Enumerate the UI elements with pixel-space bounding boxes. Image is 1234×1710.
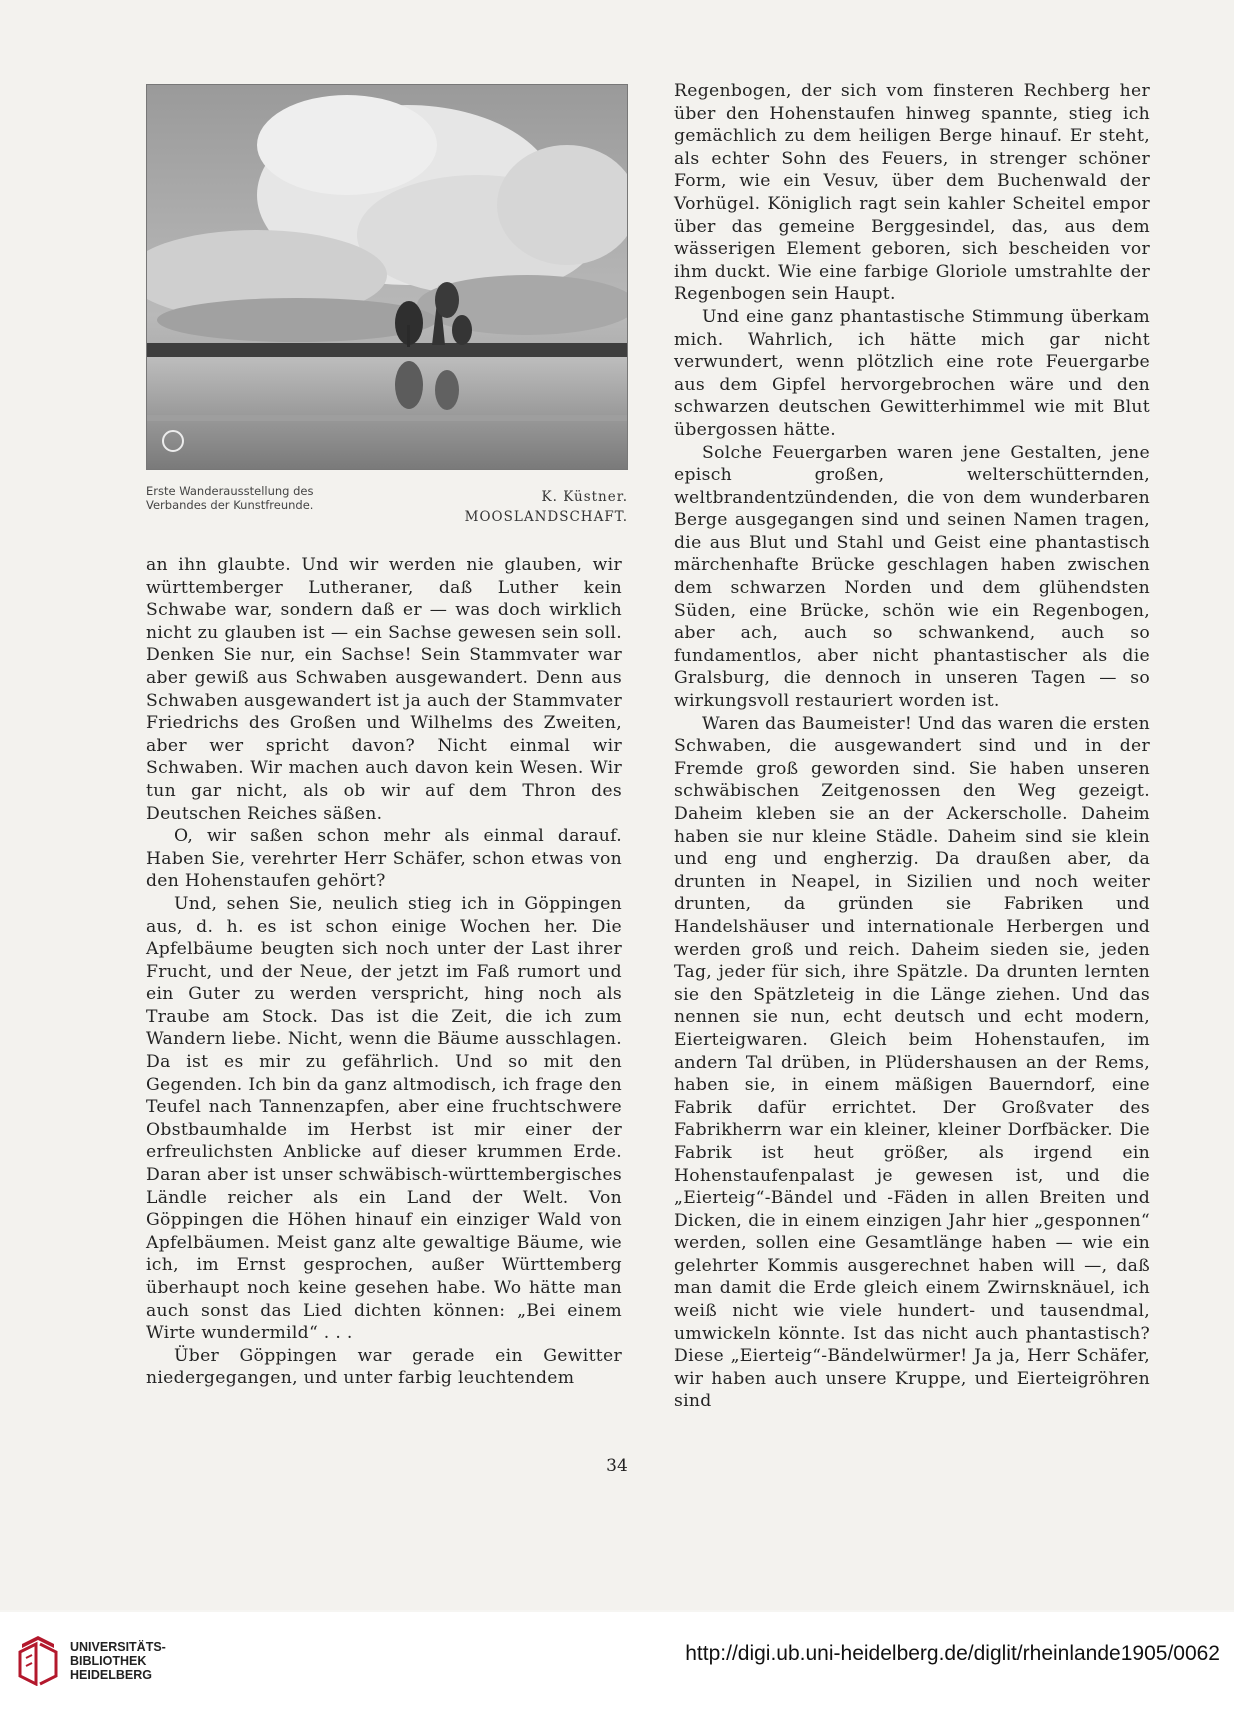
page-number: 34 [606, 1456, 628, 1476]
paragraph: Waren das Baumeister! Und das waren die ersten Schwaben, die ausgewandert sind und in der Fremde groß geworden sind. Sie haben unseren schwäbischen Zeitgenossen den Weg gezeigt. Daheim kleben sie an der Ackerscholle. Daheim haben sie nur kleine Städle. Daheim sind sie klein und eng und engherzig. Da draußen aber, da drunten in Neapel, in Sizilien und noch weiter drunten, da gründen sie Fabriken und Handelshäuser und internationale Herbergen und werden groß und reich. Daheim sieden sie, jeden Tag, jeder für sich, ihre Spätzle. Da drunten lernten sie den Spätzleteig in die Länge ziehen. Und das nennen sie nun, echt deutsch und echt modern, Eierteigwaren. Gleich beim Hohenstaufen, im andern Tal drüben, in Plüdershausen an der Rems, haben sie, in einem mäßigen Bauerndorf, eine Fabrik dafür errichtet. Der Großvater des Fabrikherrn war ein kleiner, kleiner Dorfbäcker. Die Fabrik ist heut größer, als irgend ein Hohenstaufenpalast je gewesen ist, und die „Eierteig“-Bändel und -Fäden in allen Breiten und Dicken, die in einem einzigen Jahr hier „gesponnen“ werden, sollen eine Gesamtlänge haben — wie ein gelehrter Kommis ausgerechnet haben will —, daß man damit die Erde gleich einem Zwirnsknäuel, ich weiß nicht wie viele hundert- und tausendmal, umwickeln könnte. Ist das nicht auch phantastisch? Diese „Eierteig“-Bändelwürmer! Ja ja, Herr Schäfer, wir haben auch unsere Kruppe, und Eierteigröhren sind [674, 713, 1150, 1412]
paragraph: Solche Feuergarben waren jene Gestalten, jene episch großen, welterschütternden, weltbrandentzündenden, die von dem wunderbaren Berge ausgegangen sind und seinen Namen tragen, die aus Blut und Stahl und Geist eine phantastisch märchenhafte Brücke geschlagen haben zwischen dem schwarzen Norden und dem glühendsten Süden, eine Brücke, schön wie ein Regenbogen, aber ach, auch so schwankend, auch so fundamentlos, aber nicht phantastischer als die Gralsburg, die dennoch in unseren Tagen — so wirkungsvoll restauriert worden ist. [674, 442, 1150, 712]
university-library-logo-icon [16, 1634, 60, 1690]
left-text-column [146, 554, 622, 1390]
paragraph: Und, sehen Sie, neulich stieg ich in Göppingen aus, d. h. es ist schon einige Wochen her. Die Apfelbäume beugten sich noch unter der Last ihrer Frucht, und der Neue, der jetzt im Faß rumort und ein Guter zu werden verspricht, hing noch als Traube am Stock. Das ist die Zeit, die ich zum Wandern liebe. Nicht, wenn die Bäume ausschlagen. Da ist es mir zu gefährlich. Und so mit den Gegenden. Ich bin da ganz altmodisch, ich frage den Teufel nach Tannenzapfen, aber eine fruchtschwere Obstbaumhalde im Herbst ist mir einer der erfreulichsten Anblicke auf dieser krummen Erde. Daran aber ist unser schwäbisch-württembergisches Ländle reicher als ein Land der Welt. Von Göppingen die Höhen hinauf ein einziger Wald von Apfelbäumen. Meist ganz alte gewaltige Bäume, wie ich, im Ernst gesprochen, außer Württemberg überhaupt noch keine gesehen habe. Wo hätte man auch sonst das Lied dichten können: „Bei einem Wirte wundermild“ . . . [146, 893, 622, 1344]
paragraph: an ihn glaubte. Und wir werden nie glauben, wir württemberger Lutheraner, daß Luther kein Schwabe war, sondern daß er — was doch wirklich nicht zu glauben ist — ein Sachse gewesen sein soll. Denken Sie nur, ein Sachse! Sein Stammvater war aber gewiß aus Schwaben ausgewandert. Denn aus Schwaben ausgewandert ist ja auch der Stammvater Friedrichs des Großen und Wilhelms des Zweiten, aber wer spricht davon? Nicht einmal wir Schwaben. Wir machen auch davon kein Wesen. Wir tun gar nicht, als ob wir auf dem Thron des Deutschen Reiches säßen. [146, 555, 622, 824]
paragraph: Regenbogen, der sich vom finsteren Rechberg her über den Hohenstaufen hinweg spannte, stieg ich gemächlich zu dem heiligen Berge hinauf. Er steht, als echter Sohn des Feuers, in strenger schöner Form, wie ein Vesuv, über dem Buchenwald der Vorhügel. Königlich ragt sein kahler Scheitel empor über das gemeine Berggesindel, das, aus dem wässerigen Element geboren, sich bescheiden vor ihm duckt. Wie eine farbige Gloriole umstrahlte der Regenbogen sein Haupt. [674, 81, 1150, 305]
university-library-name [70, 1640, 166, 1682]
library-name-line: UNIVERSITÄTS- [70, 1640, 166, 1654]
viewer-footer [0, 1612, 1234, 1710]
paragraph: Über Göppingen war gerade ein Gewitter niedergegangen, und unter farbig leuchtendem [146, 1345, 622, 1389]
painting-title: MOOSLANDSCHAFT. [464, 509, 628, 525]
landscape-painting-image [146, 84, 628, 470]
paragraph: O, wir saßen schon mehr als einmal darauf. Haben Sie, verehrter Herr Schäfer, schon etwas von den Hohenstaufen gehört? [146, 826, 622, 892]
library-name-line: HEIDELBERG [70, 1668, 152, 1682]
figure-caption-title [400, 487, 628, 527]
caption-line: Erste Wanderausstellung des [146, 484, 314, 498]
right-text-column [674, 80, 1150, 1413]
paragraph: Und eine ganz phantastische Stimmung überkam mich. Wahrlich, ich hätte mich gar nicht verwundert, wenn plötzlich eine rote Feuergarbe aus dem Gipfel hervorgebrochen wäre und den schwarzen deutschen Gewitterhimmel wie mit Blut übergossen hätte. [674, 306, 1150, 440]
library-name-line: BIBLIOTHEK [70, 1654, 147, 1668]
figure-caption-exhibition [146, 484, 396, 512]
permalink-url[interactable]: http://digi.ub.uni-heidelberg.de/diglit/rheinlande1905/0062 [685, 1642, 1220, 1665]
caption-line: Verbandes der Kunstfreunde. [146, 498, 314, 512]
artist-name: K. Küstner. [541, 489, 628, 505]
